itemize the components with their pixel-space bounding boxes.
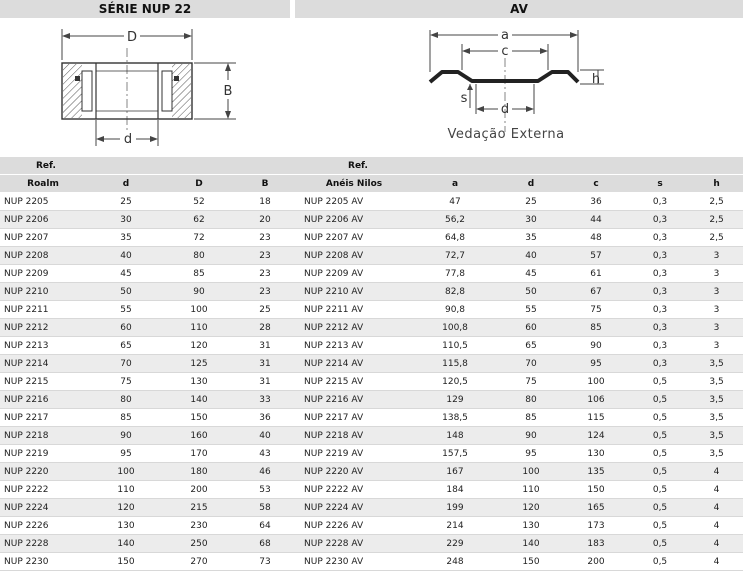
table-cell: 85 [166,265,232,283]
table-cell: NUP 2210 AV [298,283,410,301]
table-cell: NUP 2216 [0,391,86,409]
table-cell: 70 [86,355,166,373]
table-cell: NUP 2222 AV [298,481,410,499]
table-cell: 33 [232,391,298,409]
table-cell: NUP 2226 AV [298,517,410,535]
table-cell: 20 [232,211,298,229]
table-cell: NUP 2218 AV [298,427,410,445]
table-cell: NUP 2220 [0,463,86,481]
table-cell: 4 [690,517,743,535]
table-cell: 85 [500,409,562,427]
table-cell: 214 [410,517,500,535]
table-cell: 120 [86,499,166,517]
column-header: a [410,175,500,193]
table-cell: 50 [500,283,562,301]
table-cell: 0,3 [630,337,690,355]
table-cell: 140 [500,535,562,553]
table-cell: 0,5 [630,517,690,535]
table-cell: 36 [562,193,630,211]
table-cell: NUP 2217 [0,409,86,427]
table-cell: 138,5 [410,409,500,427]
table-cell: 53 [232,481,298,499]
table-cell: 75 [86,373,166,391]
table-cell: 130 [86,517,166,535]
table-cell: 23 [232,229,298,247]
table-cell: NUP 2219 [0,445,86,463]
table-cell: NUP 2214 [0,355,86,373]
table-cell: 248 [410,553,500,571]
table-cell: 65 [86,337,166,355]
table-cell: 230 [166,517,232,535]
table-cell: 270 [166,553,232,571]
table-cell: 4 [690,499,743,517]
table-cell: NUP 2230 AV [298,553,410,571]
table-cell: 68 [232,535,298,553]
table-cell: NUP 2208 [0,247,86,265]
table-cell: NUP 2224 AV [298,499,410,517]
table-cell: NUP 2211 [0,301,86,319]
av-title: AV [295,0,743,18]
table-cell: NUP 2206 [0,211,86,229]
table-cell: NUP 2219 AV [298,445,410,463]
table-cell: 3,5 [690,373,743,391]
table-cell: 106 [562,391,630,409]
table-cell: NUP 2207 [0,229,86,247]
table-cell: 75 [500,373,562,391]
table-cell: 55 [500,301,562,319]
table-cell: 0,5 [630,553,690,571]
table-cell: 25 [86,193,166,211]
table-cell: 35 [500,229,562,247]
table-row [0,391,743,409]
table-cell: 47 [410,193,500,211]
table-cell: 0,3 [630,229,690,247]
table-cell: NUP 2222 [0,481,86,499]
table-cell: NUP 2220 AV [298,463,410,481]
table-cell: 46 [232,463,298,481]
table-cell: 72 [166,229,232,247]
table-cell: 0,3 [630,193,690,211]
column-header: Roalm [0,175,86,193]
dim-B-label: B [223,84,233,99]
dim-s-label: s [460,91,468,106]
table-cell: 170 [166,445,232,463]
table-cell: NUP 2205 [0,193,86,211]
table-cell: NUP 2217 AV [298,409,410,427]
table-cell: 40 [86,247,166,265]
table-cell: NUP 2228 AV [298,535,410,553]
header-row-columns [0,175,743,193]
seal-ring-drawing [420,22,620,152]
table-cell: 3 [690,283,743,301]
table-cell: 160 [166,427,232,445]
table-cell: 60 [86,319,166,337]
table-cell: 157,5 [410,445,500,463]
dim-c-label: c [501,44,509,59]
table-cell: NUP 2206 AV [298,211,410,229]
table-cell: 28 [232,319,298,337]
table-cell: NUP 2213 AV [298,337,410,355]
table-cell: NUP 2214 AV [298,355,410,373]
table-cell: 167 [410,463,500,481]
table-cell: NUP 2209 AV [298,265,410,283]
table-cell: 250 [166,535,232,553]
table-cell: 36 [232,409,298,427]
table-cell: 165 [562,499,630,517]
table-cell: NUP 2216 AV [298,391,410,409]
table-cell: 173 [562,517,630,535]
dim-a-label: a [501,28,509,43]
table-row [0,193,743,211]
table-body [0,193,743,571]
table-cell: 85 [86,409,166,427]
table-cell: 0,3 [630,301,690,319]
table-cell: 52 [166,193,232,211]
table-cell: NUP 2226 [0,517,86,535]
table-cell: 85 [562,319,630,337]
table-cell: 0,3 [630,247,690,265]
table-cell: 82,8 [410,283,500,301]
table-row [0,553,743,571]
table-cell: NUP 2230 [0,553,86,571]
ref-left-header: Ref. [0,157,298,175]
table-cell: 125 [166,355,232,373]
table-cell: 40 [232,427,298,445]
table-cell: 30 [500,211,562,229]
table-cell: 3 [690,247,743,265]
table-cell: 150 [500,553,562,571]
table-cell: 72,7 [410,247,500,265]
table-cell: 90 [500,427,562,445]
table-cell: 90 [86,427,166,445]
header-row-ref [0,157,743,175]
table-row [0,247,743,265]
table-cell: 100,8 [410,319,500,337]
table-cell: 3 [690,265,743,283]
table-cell: 3 [690,319,743,337]
table-cell: NUP 2210 [0,283,86,301]
table-cell: NUP 2211 AV [298,301,410,319]
table-row [0,427,743,445]
table-cell: 95 [562,355,630,373]
table-cell: 115,8 [410,355,500,373]
column-header: d [500,175,562,193]
table-cell: 4 [690,535,743,553]
table-row [0,319,743,337]
table-cell: 23 [232,247,298,265]
table-cell: 31 [232,373,298,391]
table-cell: 150 [86,553,166,571]
table-cell: 50 [86,283,166,301]
table-cell: 3 [690,337,743,355]
column-header: s [630,175,690,193]
table-row [0,463,743,481]
table-cell: 95 [86,445,166,463]
table-row [0,499,743,517]
table-cell: 75 [562,301,630,319]
table-row [0,481,743,499]
column-header: D [166,175,232,193]
table-cell: 129 [410,391,500,409]
table-cell: 120 [500,499,562,517]
table-cell: 110 [166,319,232,337]
table-cell: NUP 2212 AV [298,319,410,337]
table-cell: 90,8 [410,301,500,319]
table-row [0,283,743,301]
table-cell: 3 [690,301,743,319]
table-cell: 0,5 [630,463,690,481]
table-cell: 55 [86,301,166,319]
table-cell: 180 [166,463,232,481]
table-cell: 64,8 [410,229,500,247]
table-cell: 229 [410,535,500,553]
table-cell: 0,5 [630,481,690,499]
table-cell: NUP 2213 [0,337,86,355]
table-cell: 58 [232,499,298,517]
table-cell: 0,3 [630,355,690,373]
table-cell: 140 [86,535,166,553]
table-cell: 2,5 [690,193,743,211]
table-cell: 0,3 [630,319,690,337]
table-cell: 62 [166,211,232,229]
table-cell: 3,5 [690,409,743,427]
table-cell: NUP 2228 [0,535,86,553]
table-cell: 67 [562,283,630,301]
table-cell: 4 [690,553,743,571]
table-cell: 120,5 [410,373,500,391]
table-row [0,355,743,373]
table-cell: 0,3 [630,265,690,283]
column-header: c [562,175,630,193]
table-cell: 0,5 [630,427,690,445]
table-cell: 124 [562,427,630,445]
table-cell: 18 [232,193,298,211]
table-cell: 100 [562,373,630,391]
table-cell: 0,5 [630,445,690,463]
table-cell: 23 [232,283,298,301]
table-cell: 73 [232,553,298,571]
series-title: SÉRIE NUP 22 [0,0,290,18]
table-row [0,517,743,535]
table-row [0,301,743,319]
bearing-section-drawing [40,22,250,152]
table-cell: 100 [500,463,562,481]
table-cell: 3,5 [690,391,743,409]
table-row [0,211,743,229]
table-cell: 183 [562,535,630,553]
table-cell: 80 [500,391,562,409]
table-cell: NUP 2215 [0,373,86,391]
table-cell: 57 [562,247,630,265]
table-cell: 150 [562,481,630,499]
table-cell: 60 [500,319,562,337]
ref-right-header: Ref. [298,157,743,175]
table-cell: NUP 2212 [0,319,86,337]
table-cell: 2,5 [690,229,743,247]
table-cell: 110 [500,481,562,499]
table-cell: 100 [86,463,166,481]
table-cell: NUP 2208 AV [298,247,410,265]
table-cell: 200 [562,553,630,571]
table-cell: 70 [500,355,562,373]
table-cell: 130 [166,373,232,391]
table-cell: NUP 2215 AV [298,373,410,391]
table-cell: 120 [166,337,232,355]
table-cell: 65 [500,337,562,355]
table-cell: 3,5 [690,445,743,463]
table-cell: 200 [166,481,232,499]
table-cell: 45 [86,265,166,283]
table-cell: 44 [562,211,630,229]
column-header: Anéis Nilos [298,175,410,193]
table-cell: 110,5 [410,337,500,355]
table-row [0,337,743,355]
table-cell: 135 [562,463,630,481]
table-cell: 56,2 [410,211,500,229]
table-cell: 0,3 [630,283,690,301]
column-header: h [690,175,743,193]
table-cell: 95 [500,445,562,463]
table-cell: NUP 2209 [0,265,86,283]
table-cell: 184 [410,481,500,499]
table-cell: 25 [232,301,298,319]
column-header: B [232,175,298,193]
table-cell: 25 [500,193,562,211]
table-cell: 0,5 [630,499,690,517]
table-cell: 0,5 [630,535,690,553]
table-row [0,229,743,247]
table-cell: 43 [232,445,298,463]
table-cell: 0,5 [630,409,690,427]
table-cell: 0,3 [630,211,690,229]
table-cell: NUP 2224 [0,499,86,517]
table-cell: 80 [86,391,166,409]
table-row [0,445,743,463]
table-cell: NUP 2205 AV [298,193,410,211]
table-cell: 148 [410,427,500,445]
table-cell: 3,5 [690,355,743,373]
table-cell: 80 [166,247,232,265]
table-cell: 31 [232,337,298,355]
table-cell: NUP 2207 AV [298,229,410,247]
seal-caption: Vedação Externa [447,127,565,142]
table-cell: 45 [500,265,562,283]
table-cell: 3,5 [690,427,743,445]
table-cell: 0,5 [630,373,690,391]
table-row [0,409,743,427]
table-row [0,373,743,391]
table-cell: 4 [690,481,743,499]
table-cell: 23 [232,265,298,283]
table-row [0,535,743,553]
dim-d-label: d [123,132,133,147]
table-cell: 48 [562,229,630,247]
table-cell: 150 [166,409,232,427]
table-cell: 140 [166,391,232,409]
table-cell: 2,5 [690,211,743,229]
table-row [0,265,743,283]
specifications-table [0,157,743,571]
table-cell: 0,5 [630,391,690,409]
table-cell: NUP 2218 [0,427,86,445]
dim-h-label: h [591,72,601,87]
table-cell: 30 [86,211,166,229]
table-cell: 130 [562,445,630,463]
table-cell: 64 [232,517,298,535]
dim-d2-label: d [500,102,510,117]
table-cell: 90 [562,337,630,355]
table-cell: 199 [410,499,500,517]
table-cell: 130 [500,517,562,535]
table-cell: 110 [86,481,166,499]
table-cell: 100 [166,301,232,319]
table-cell: 40 [500,247,562,265]
column-header: d [86,175,166,193]
dim-D-label: D [126,30,138,45]
table-cell: 90 [166,283,232,301]
table-cell: 77,8 [410,265,500,283]
table-cell: 4 [690,463,743,481]
table-cell: 61 [562,265,630,283]
table-cell: 115 [562,409,630,427]
table-cell: 35 [86,229,166,247]
table-cell: 31 [232,355,298,373]
table-cell: 215 [166,499,232,517]
